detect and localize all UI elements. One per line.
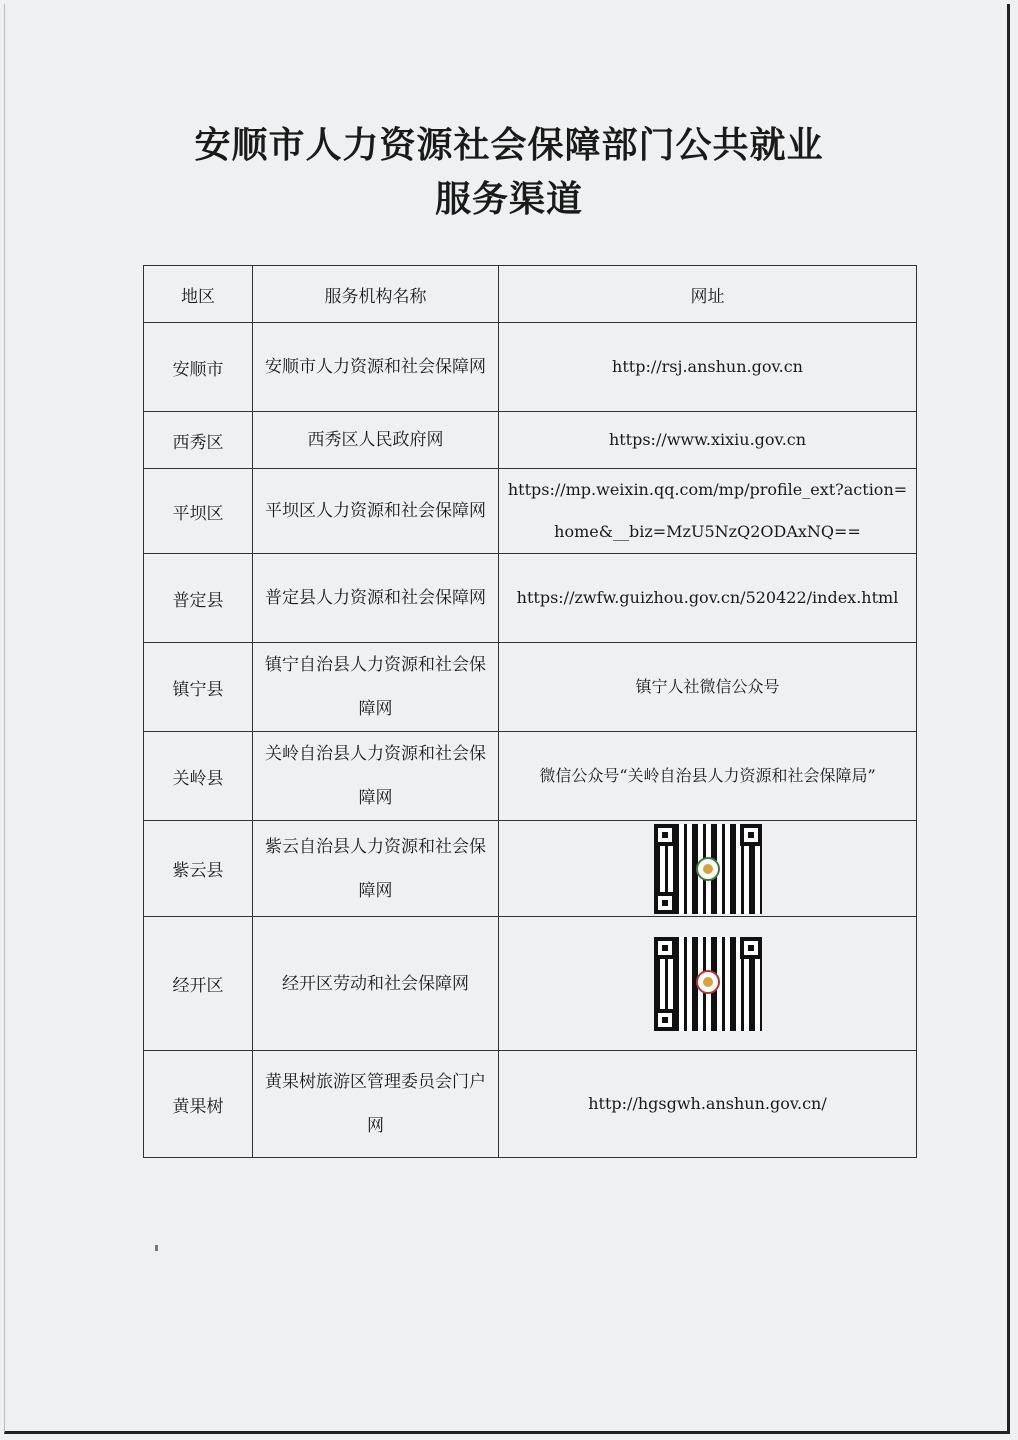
region-cell: 经开区	[144, 917, 253, 1051]
table-row	[144, 917, 917, 1051]
region-cell: 西秀区	[144, 412, 253, 469]
qr-finder-pattern	[654, 892, 676, 914]
url-cell[interactable]: http://hgsgwh.anshun.gov.cn/	[499, 1051, 917, 1158]
url-cell[interactable]: http://rsj.anshun.gov.cn	[499, 323, 917, 412]
qr-logo-icon	[696, 970, 720, 994]
table-row	[144, 1051, 917, 1158]
qr-finder-pattern	[740, 824, 762, 846]
table-row	[144, 323, 917, 412]
qr-code-icon[interactable]	[654, 937, 762, 1031]
url-cell	[499, 821, 917, 917]
region-cell: 普定县	[144, 554, 253, 643]
qr-finder-pattern	[740, 937, 762, 959]
url-cell: 微信公众号“关岭自治县人力资源和社会保障局”	[499, 732, 917, 821]
org-name-cell: 黄果树旅游区管理委员会门户网	[253, 1051, 499, 1158]
table-header-row	[144, 266, 917, 323]
table-row	[144, 554, 917, 643]
org-name-cell: 西秀区人民政府网	[253, 412, 499, 469]
service-channel-table	[143, 265, 917, 1158]
table-row	[144, 469, 917, 554]
org-name-cell: 紫云自治县人力资源和社会保障网	[253, 821, 499, 917]
title-line-2: 服务渠道	[434, 178, 583, 220]
qr-finder-pattern	[654, 937, 676, 959]
header-url: 网址	[499, 266, 917, 323]
region-cell: 镇宁县	[144, 643, 253, 732]
region-cell: 安顺市	[144, 323, 253, 412]
scan-speck	[155, 1245, 158, 1251]
org-name-cell: 普定县人力资源和社会保障网	[253, 554, 499, 643]
org-name-cell: 镇宁自治县人力资源和社会保障网	[253, 643, 499, 732]
url-cell[interactable]: https://mp.weixin.qq.com/mp/profile_ext?action=home&__biz=MzU5NzQ2ODAxNQ==	[499, 469, 917, 554]
url-cell[interactable]: https://zwfw.guizhou.gov.cn/520422/index.html	[499, 554, 917, 643]
url-cell	[499, 917, 917, 1051]
table-row	[144, 821, 917, 917]
header-org-name: 服务机构名称	[253, 266, 499, 323]
qr-logo-icon	[696, 857, 720, 881]
org-name-cell: 安顺市人力资源和社会保障网	[253, 323, 499, 412]
region-cell: 平坝区	[144, 469, 253, 554]
qr-code-icon[interactable]	[654, 824, 762, 914]
qr-finder-pattern	[654, 1009, 676, 1031]
url-cell[interactable]: https://www.xixiu.gov.cn	[499, 412, 917, 469]
table-row	[144, 412, 917, 469]
page-title	[0, 118, 1018, 226]
qr-finder-pattern	[654, 824, 676, 846]
org-name-cell: 经开区劳动和社会保障网	[253, 917, 499, 1051]
org-name-cell: 关岭自治县人力资源和社会保障网	[253, 732, 499, 821]
title-line-1: 安顺市人力资源社会保障部门公共就业	[194, 124, 824, 166]
region-cell: 紫云县	[144, 821, 253, 917]
table-row	[144, 732, 917, 821]
org-name-cell: 平坝区人力资源和社会保障网	[253, 469, 499, 554]
region-cell: 黄果树	[144, 1051, 253, 1158]
header-region: 地区	[144, 266, 253, 323]
region-cell: 关岭县	[144, 732, 253, 821]
table-row	[144, 643, 917, 732]
url-cell: 镇宁人社微信公众号	[499, 643, 917, 732]
